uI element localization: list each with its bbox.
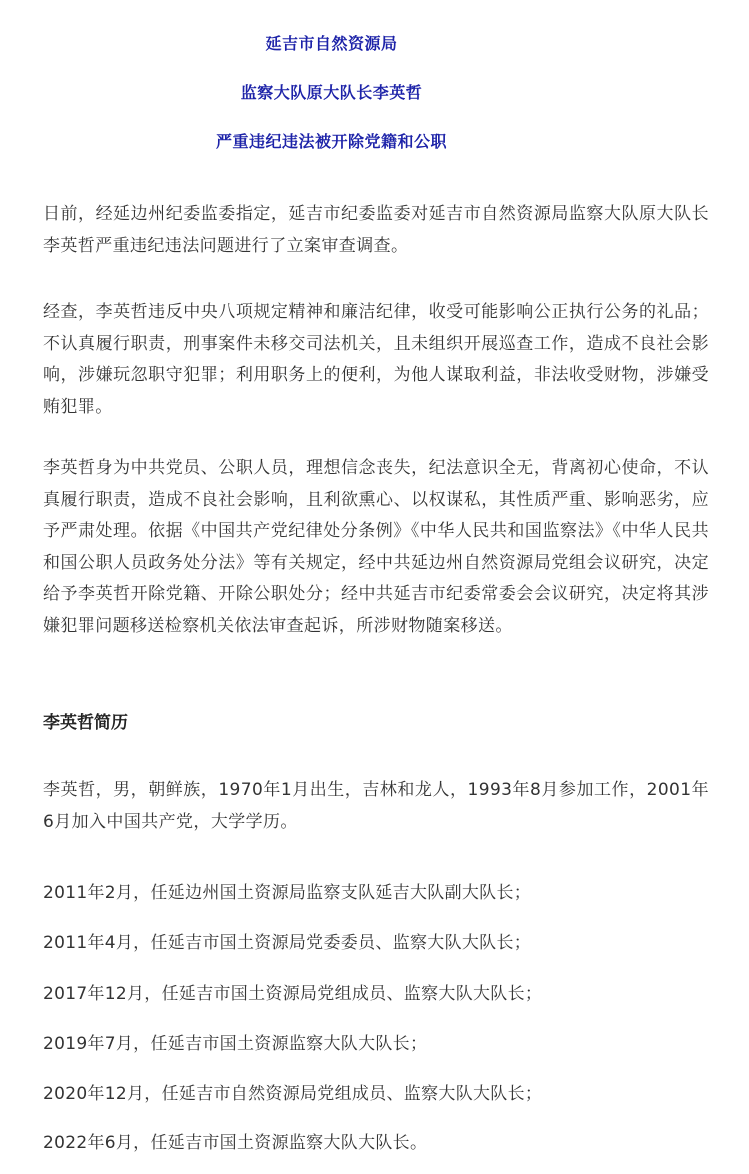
paragraph-decision: 李英哲身为中共党员、公职人员，理想信念丧失，纪法意识全无，背离初心使命，不认真履行职责，造成不良社会影响，且利欲熏心、以权谋私，其性质严重、影响恶劣，应予严肃处理。依据《中国共产党纪律处分条例》《中华人民共和国监察法》《中华人民共和国公职人员政务处分法》等有关规定，经中共延边州自然资源局党组会议研究，决定给予李英哲开除党籍、开除公职处分；经中共延吉市纪委常委会会议研究，决定将其涉嫌犯罪问题移送检察机关依法审查起诉，所涉财物随案移送。 <box>43 458 709 636</box>
timeline-item: 2017年12月，任延吉市国土资源局党组成员、监察大队大队长； <box>43 984 543 1004</box>
resume-heading: 李英哲简历 <box>43 713 128 733</box>
title-line-3: 严重违纪违法被开除党籍和公职 <box>215 132 447 151</box>
timeline-item: 2011年4月，任延吉市国土资源局党委委员、监察大队大队长； <box>43 933 532 953</box>
timeline-item: 2020年12月，任延吉市自然资源局党组成员、监察大队大队长； <box>43 1084 543 1104</box>
title-line-1: 延吉市自然资源局 <box>265 34 398 53</box>
article-title <box>0 32 706 179</box>
timeline-item: 2011年2月，任延边州国土资源局监察支队延吉大队副大队长； <box>43 883 532 903</box>
timeline-item: 2019年7月，任延吉市国土资源监察大队大队长； <box>43 1034 428 1054</box>
paragraph-findings: 经查，李英哲违反中央八项规定精神和廉洁纪律，收受可能影响公正执行公务的礼品；不认真履行职责，刑事案件未移交司法机关，且未组织开展巡查工作，造成不良社会影响，涉嫌玩忽职守犯罪；利用职务上的便利，为他人谋取利益，非法收受财物，涉嫌受贿犯罪。 <box>43 302 709 417</box>
resume-bio: 李英哲，男，朝鲜族，1970年1月出生，吉林和龙人，1993年8月参加工作，2001年6月加入中国共产党，大学学历。 <box>43 780 709 832</box>
paragraph-announcement: 日前，经延边州纪委监委指定，延吉市纪委监委对延吉市自然资源局监察大队原大队长李英哲严重违纪违法问题进行了立案审查调查。 <box>43 204 709 256</box>
title-line-2: 监察大队原大队长李英哲 <box>240 83 423 102</box>
timeline-item: 2022年6月，任延吉市国土资源监察大队大队长。 <box>43 1133 428 1153</box>
